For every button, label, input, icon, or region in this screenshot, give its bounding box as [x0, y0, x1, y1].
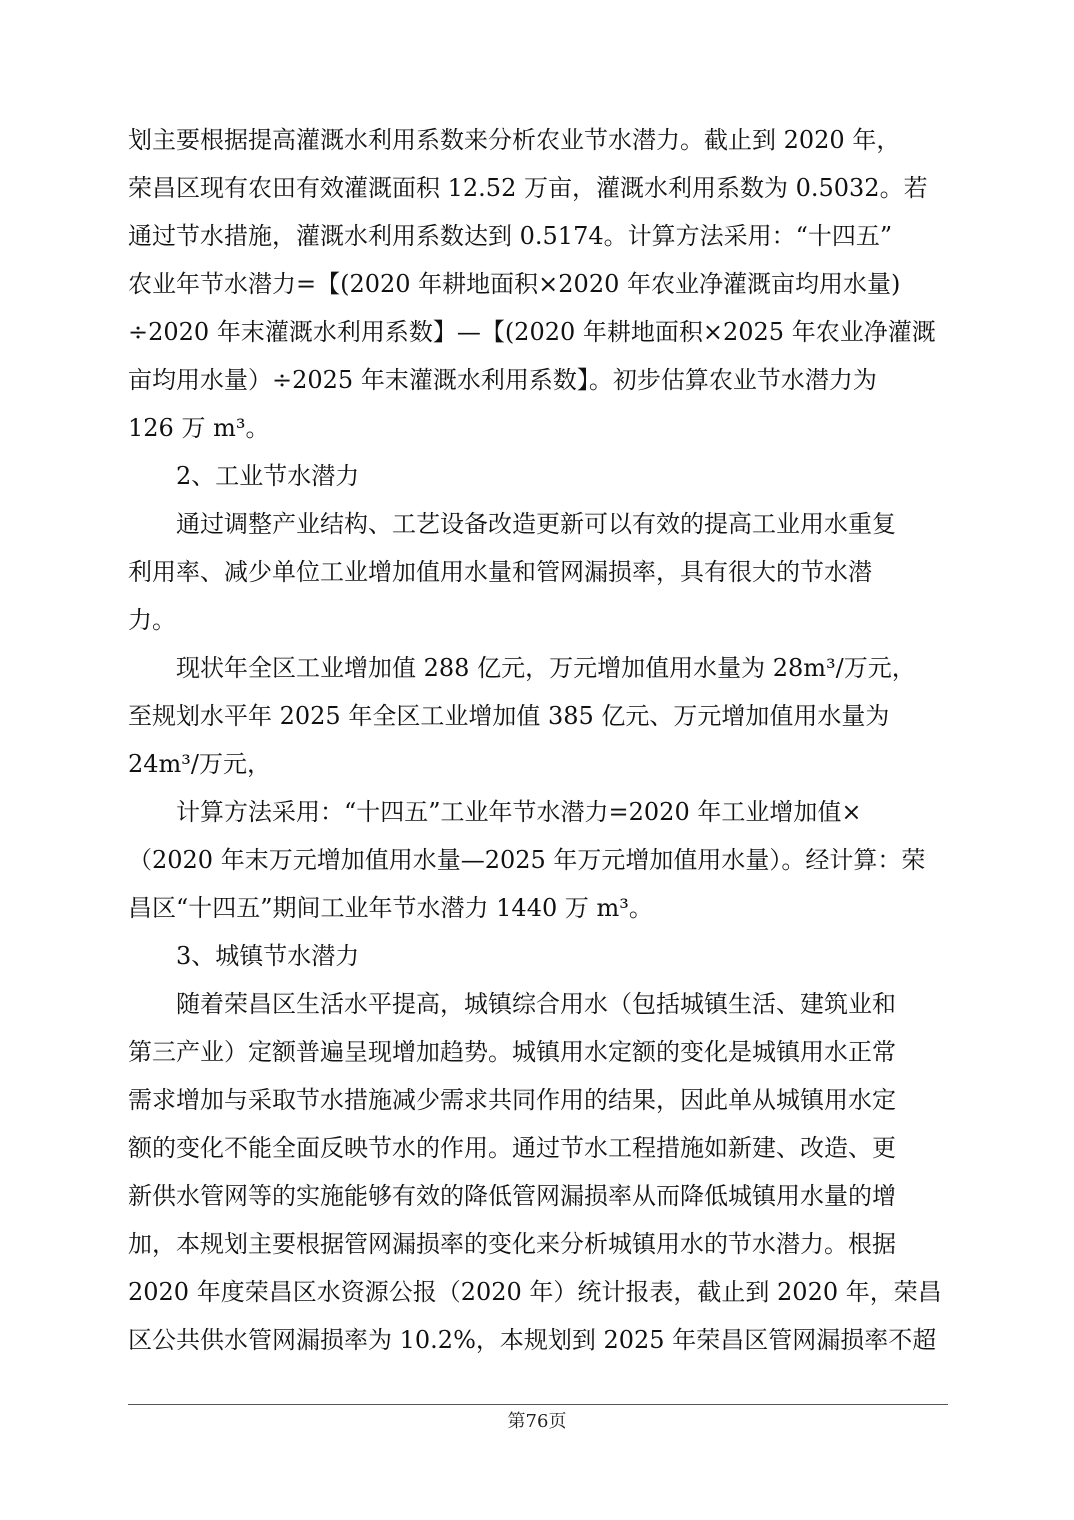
paragraph-line: 力。	[128, 606, 176, 634]
paragraph-line: 划主要根据提高灌溉水利用系数来分析农业节水潜力。截止到 2020 年，	[128, 126, 901, 154]
paragraph-line: 新供水管网等的实施能够有效的降低管网漏损率从而降低城镇用水量的增	[128, 1182, 896, 1210]
paragraph-line: 通过调整产业结构、工艺设备改造更新可以有效的提高工业用水重复	[176, 510, 896, 538]
paragraph-line: （2020 年末万元增加值用水量—2025 年万元增加值用水量）。经计算：荣	[128, 846, 926, 874]
paragraph-line: 区公共供水管网漏损率为 10.2%，本规划到 2025 年荣昌区管网漏损率不超	[128, 1326, 937, 1354]
paragraph-line: 需求增加与采取节水措施减少需求共同作用的结果，因此单从城镇用水定	[128, 1086, 896, 1114]
paragraph-line: 126 万 m³。	[128, 414, 270, 442]
paragraph-line: 第三产业）定额普遍呈现增加趋势。城镇用水定额的变化是城镇用水正常	[128, 1038, 896, 1066]
section-heading-urban: 3、城镇节水潜力	[176, 942, 360, 970]
paragraph-line: 通过节水措施，灌溉水利用系数达到 0.5174。计算方法采用：“十四五”	[128, 222, 893, 250]
paragraph-line: 亩均用水量）÷2025 年末灌溉水利用系数】。初步估算农业节水潜力为	[128, 366, 877, 394]
paragraph-line: 额的变化不能全面反映节水的作用。通过节水工程措施如新建、改造、更	[128, 1134, 896, 1162]
paragraph-line: ÷2020 年末灌溉水利用系数】—【(2020 年耕地面积×2025 年农业净灌溉	[128, 318, 936, 346]
paragraph-line: 随着荣昌区生活水平提高，城镇综合用水（包括城镇生活、建筑业和	[176, 990, 896, 1018]
paragraph-line: 昌区“十四五”期间工业年节水潜力 1440 万 m³。	[128, 894, 653, 922]
paragraph-line: 24m³/万元，	[128, 750, 272, 778]
paragraph-line: 至规划水平年 2025 年全区工业增加值 385 亿元、万元增加值用水量为	[128, 702, 890, 730]
paragraph-line: 现状年全区工业增加值 288 亿元，万元增加值用水量为 28m³/万元，	[176, 654, 916, 682]
paragraph-line: 计算方法采用：“十四五”工业年节水潜力=2020 年工业增加值×	[176, 798, 862, 826]
paragraph-line: 2020 年度荣昌区水资源公报（2020 年）统计报表，截止到 2020 年，荣昌	[128, 1278, 942, 1306]
paragraph-line: 加，本规划主要根据管网漏损率的变化来分析城镇用水的节水潜力。根据	[128, 1230, 896, 1258]
paragraph-line: 农业年节水潜力=【(2020 年耕地面积×2020 年农业净灌溉亩均用水量)	[128, 270, 901, 298]
footer-divider	[128, 1404, 948, 1405]
section-heading-industrial: 2、工业节水潜力	[176, 462, 360, 490]
paragraph-line: 荣昌区现有农田有效灌溉面积 12.52 万亩，灌溉水利用系数为 0.5032。若	[128, 174, 928, 202]
page-number: 第76页	[507, 1411, 567, 1432]
paragraph-line: 利用率、减少单位工业增加值用水量和管网漏损率，具有很大的节水潜	[128, 558, 872, 586]
